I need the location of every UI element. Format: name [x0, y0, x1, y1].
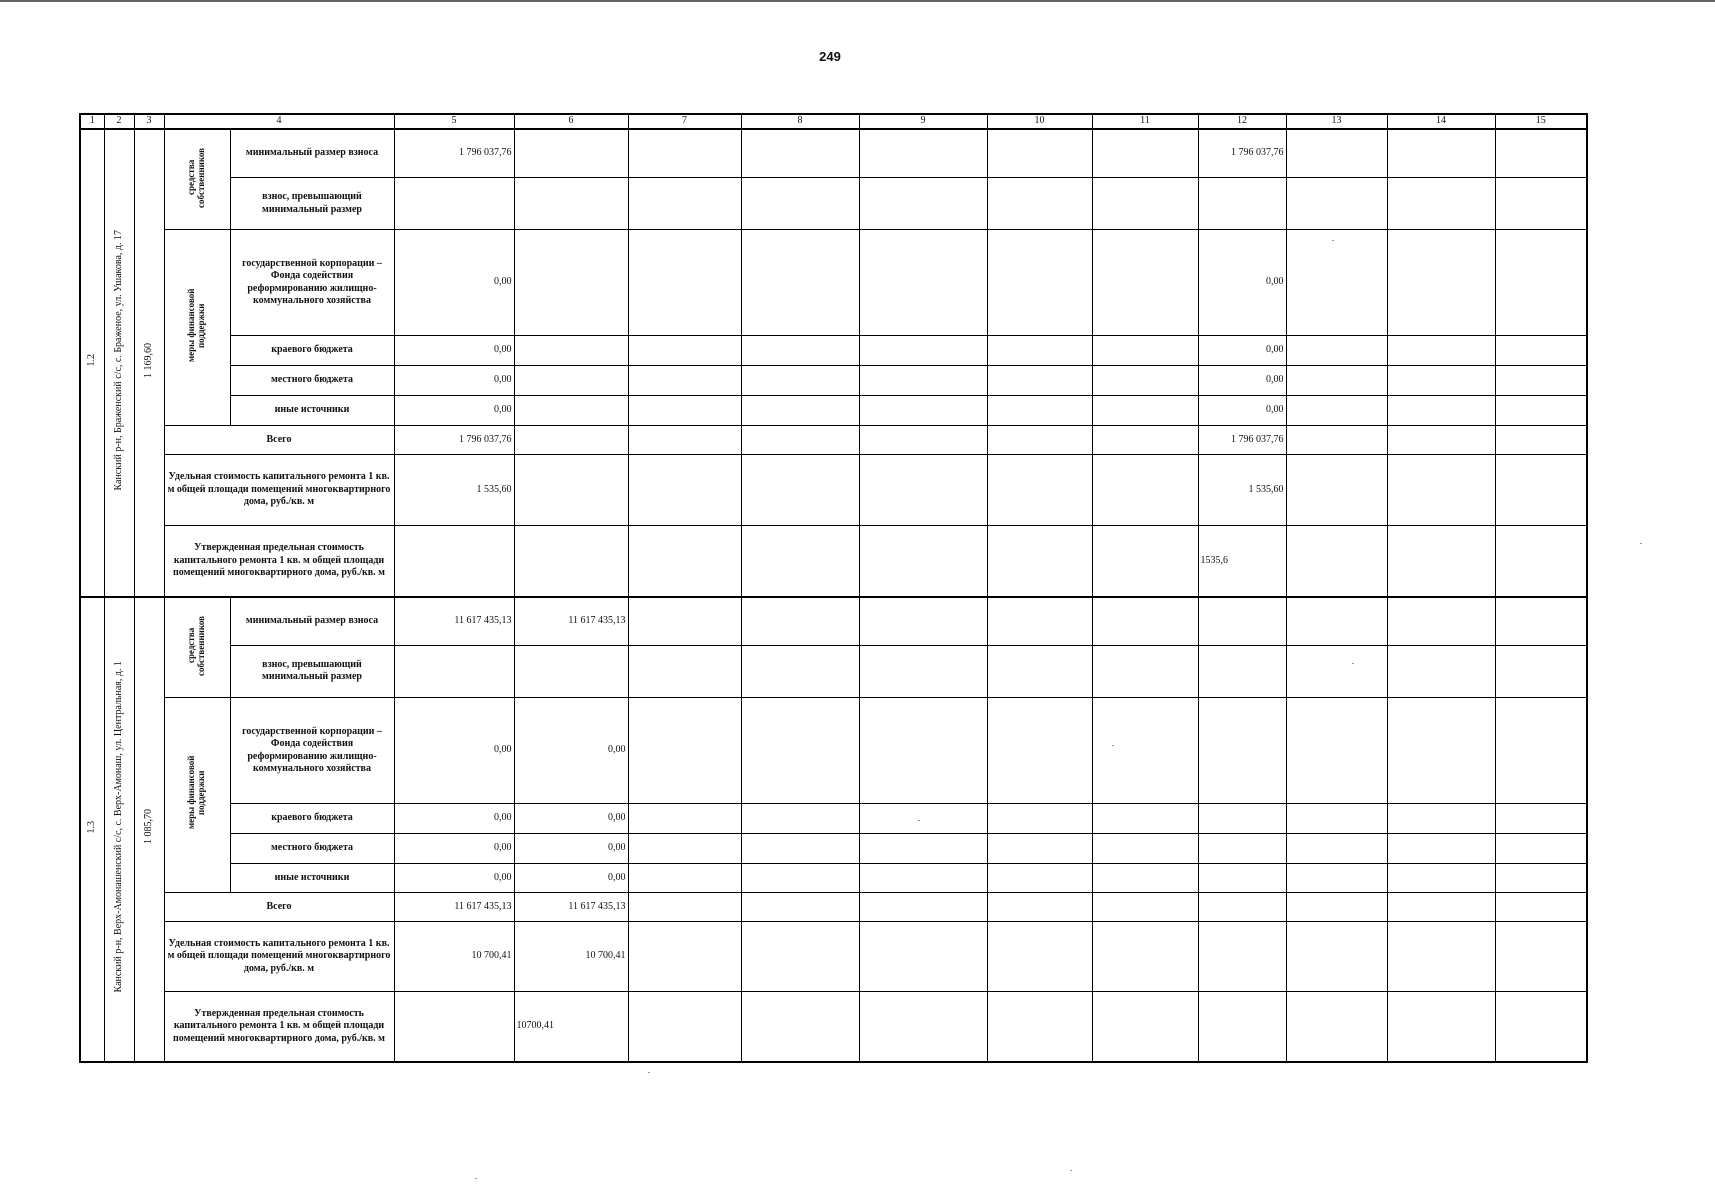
value-col6: 0,00: [514, 834, 628, 864]
col-header-1: 1: [80, 114, 104, 129]
table-row: [80, 129, 1587, 178]
owners-funds-label: средства собственников: [186, 146, 206, 208]
table-row: [80, 426, 1587, 455]
value-col6: [514, 426, 628, 455]
value-col12: [1198, 864, 1286, 893]
table-row: [80, 834, 1587, 864]
value-col5: [394, 526, 514, 597]
value-col12: 1535,6: [1198, 526, 1286, 597]
col-header-9: 9: [859, 114, 987, 129]
table-row: [80, 804, 1587, 834]
table-row: [80, 922, 1587, 992]
value-col5: 10 700,41: [394, 922, 514, 992]
area-cell: [134, 129, 164, 597]
table-row: [80, 864, 1587, 893]
col-header-11: 11: [1092, 114, 1198, 129]
value-col12: [1198, 804, 1286, 834]
value-col5: 0,00: [394, 230, 514, 336]
row-label: взнос, превышающий минимальный размер: [230, 645, 394, 697]
row-label: местного бюджета: [230, 366, 394, 396]
table-row: [80, 597, 1587, 646]
scan-speck: [1070, 1170, 1072, 1171]
scan-speck: [1352, 663, 1354, 664]
col-header-2: 2: [104, 114, 134, 129]
value-col6: 10700,41: [514, 992, 628, 1062]
row-label: государственной корпорации – Фонда содействия реформированию жилищно-коммунального хозяйства: [230, 230, 394, 336]
fin-support-cell: [164, 230, 230, 426]
row-label: Всего: [164, 893, 394, 922]
value-col6: [514, 129, 628, 178]
table-row: [80, 336, 1587, 366]
scan-speck: [1332, 240, 1334, 241]
table-row: [80, 230, 1587, 336]
scan-speck: [1112, 745, 1114, 746]
row-label: Утвержденная предельная стоимость капитального ремонта 1 кв. м общей площади помещений многоквартирного дома, руб./кв. м: [164, 992, 394, 1062]
value-col5: 0,00: [394, 698, 514, 804]
table-row: [80, 893, 1587, 922]
value-col12: [1198, 992, 1286, 1062]
area-cell: [134, 597, 164, 1062]
value-col6: [514, 366, 628, 396]
col-header-5: 5: [394, 114, 514, 129]
table-row: [80, 396, 1587, 426]
value-col5: [394, 645, 514, 697]
value-col5: 1 796 037,76: [394, 426, 514, 455]
col-header-4: 4: [164, 114, 394, 129]
row-label: местного бюджета: [230, 834, 394, 864]
house-address: Канский р-н, Браженский с/с, с. Браженое, ул. Ушакова, д. 17: [112, 229, 124, 491]
value-col5: 1 535,60: [394, 455, 514, 526]
section-number: 1.3: [86, 820, 97, 833]
value-col12: 0,00: [1198, 336, 1286, 366]
value-col5: 0,00: [394, 336, 514, 366]
value-col12: 1 796 037,76: [1198, 426, 1286, 455]
table-row: [80, 645, 1587, 697]
value-col6: [514, 336, 628, 366]
scan-speck: [918, 820, 920, 821]
value-col6: 0,00: [514, 804, 628, 834]
value-col5: 0,00: [394, 396, 514, 426]
value-col12: [1198, 178, 1286, 230]
row-label: Всего: [164, 426, 394, 455]
value-col5: [394, 178, 514, 230]
row-label: краевого бюджета: [230, 336, 394, 366]
address-cell: [104, 597, 134, 1062]
fin-support-cell: [164, 698, 230, 893]
section-number-cell: [80, 597, 104, 1062]
value-col5: 0,00: [394, 864, 514, 893]
row-label: Удельная стоимость капитального ремонта 1 кв. м общей площади помещений многоквартирного дома, руб./кв. м: [164, 455, 394, 526]
value-col12: 0,00: [1198, 230, 1286, 336]
value-col5: 0,00: [394, 834, 514, 864]
row-label: иные источники: [230, 864, 394, 893]
value-col6: 0,00: [514, 698, 628, 804]
col-header-15: 15: [1495, 114, 1587, 129]
col-header-8: 8: [741, 114, 859, 129]
value-col5: 11 617 435,13: [394, 893, 514, 922]
value-col6: [514, 178, 628, 230]
col-header-6: 6: [514, 114, 628, 129]
section-number: 1.2: [86, 354, 97, 367]
fin-support-label: меры финансовой поддержки: [186, 288, 206, 362]
capital-repair-table: [79, 113, 1588, 1063]
table-row: [80, 455, 1587, 526]
value-col6: [514, 230, 628, 336]
row-label: иные источники: [230, 396, 394, 426]
col-header-13: 13: [1286, 114, 1387, 129]
table-row: [80, 526, 1587, 597]
value-col12: [1198, 834, 1286, 864]
value-col6: [514, 645, 628, 697]
table-row: [80, 366, 1587, 396]
value-col6: 0,00: [514, 864, 628, 893]
row-label: минимальный размер взноса: [230, 129, 394, 178]
column-number-row: [80, 114, 1587, 129]
scan-speck: [1640, 543, 1642, 544]
value-col12: 0,00: [1198, 366, 1286, 396]
house-area: 1 085,70: [142, 809, 154, 845]
owners-funds-label: средства собственников: [186, 614, 206, 676]
value-col5: 11 617 435,13: [394, 597, 514, 646]
col-header-10: 10: [987, 114, 1092, 129]
table-row: [80, 178, 1587, 230]
house-address: Канский р-н, Верх-Амонашенский с/с, с. Верх-Амонаш, ул. Центральная, д. 1: [112, 661, 124, 993]
row-label: государственной корпорации – Фонда содействия реформированию жилищно-коммунального хозяйства: [230, 698, 394, 804]
owners-funds-cell: [164, 597, 230, 698]
owners-funds-cell: [164, 129, 230, 230]
col-header-14: 14: [1387, 114, 1495, 129]
value-col6: 11 617 435,13: [514, 893, 628, 922]
value-col6: 10 700,41: [514, 922, 628, 992]
table-row: [80, 698, 1587, 804]
value-col6: 11 617 435,13: [514, 597, 628, 646]
value-col6: [514, 526, 628, 597]
row-label: минимальный размер взноса: [230, 597, 394, 646]
house-area: 1 169,60: [142, 342, 154, 378]
value-col12: 1 796 037,76: [1198, 129, 1286, 178]
value-col12: 1 535,60: [1198, 455, 1286, 526]
col-header-7: 7: [628, 114, 741, 129]
value-col5: [394, 992, 514, 1062]
value-col12: [1198, 893, 1286, 922]
value-col12: [1198, 922, 1286, 992]
fin-support-label: меры финансовой поддержки: [186, 756, 206, 830]
row-label: Удельная стоимость капитального ремонта 1 кв. м общей площади помещений многоквартирного дома, руб./кв. м: [164, 922, 394, 992]
value-col5: 0,00: [394, 804, 514, 834]
value-col12: 0,00: [1198, 396, 1286, 426]
value-col6: [514, 396, 628, 426]
scan-speck: [648, 1072, 650, 1073]
row-label: краевого бюджета: [230, 804, 394, 834]
row-label: взнос, превышающий минимальный размер: [230, 178, 394, 230]
value-col12: [1198, 597, 1286, 646]
value-col5: 1 796 037,76: [394, 129, 514, 178]
col-header-12: 12: [1198, 114, 1286, 129]
page-number: 249: [819, 49, 841, 64]
value-col6: [514, 455, 628, 526]
value-col5: 0,00: [394, 366, 514, 396]
row-label: Утвержденная предельная стоимость капитального ремонта 1 кв. м общей площади помещений многоквартирного дома, руб./кв. м: [164, 526, 394, 597]
scan-speck: [475, 1178, 477, 1179]
value-col12: [1198, 645, 1286, 697]
address-cell: [104, 129, 134, 597]
value-col12: [1198, 698, 1286, 804]
col-header-3: 3: [134, 114, 164, 129]
table-row: [80, 992, 1587, 1062]
section-number-cell: [80, 129, 104, 597]
top-border-line: [0, 0, 1715, 2]
